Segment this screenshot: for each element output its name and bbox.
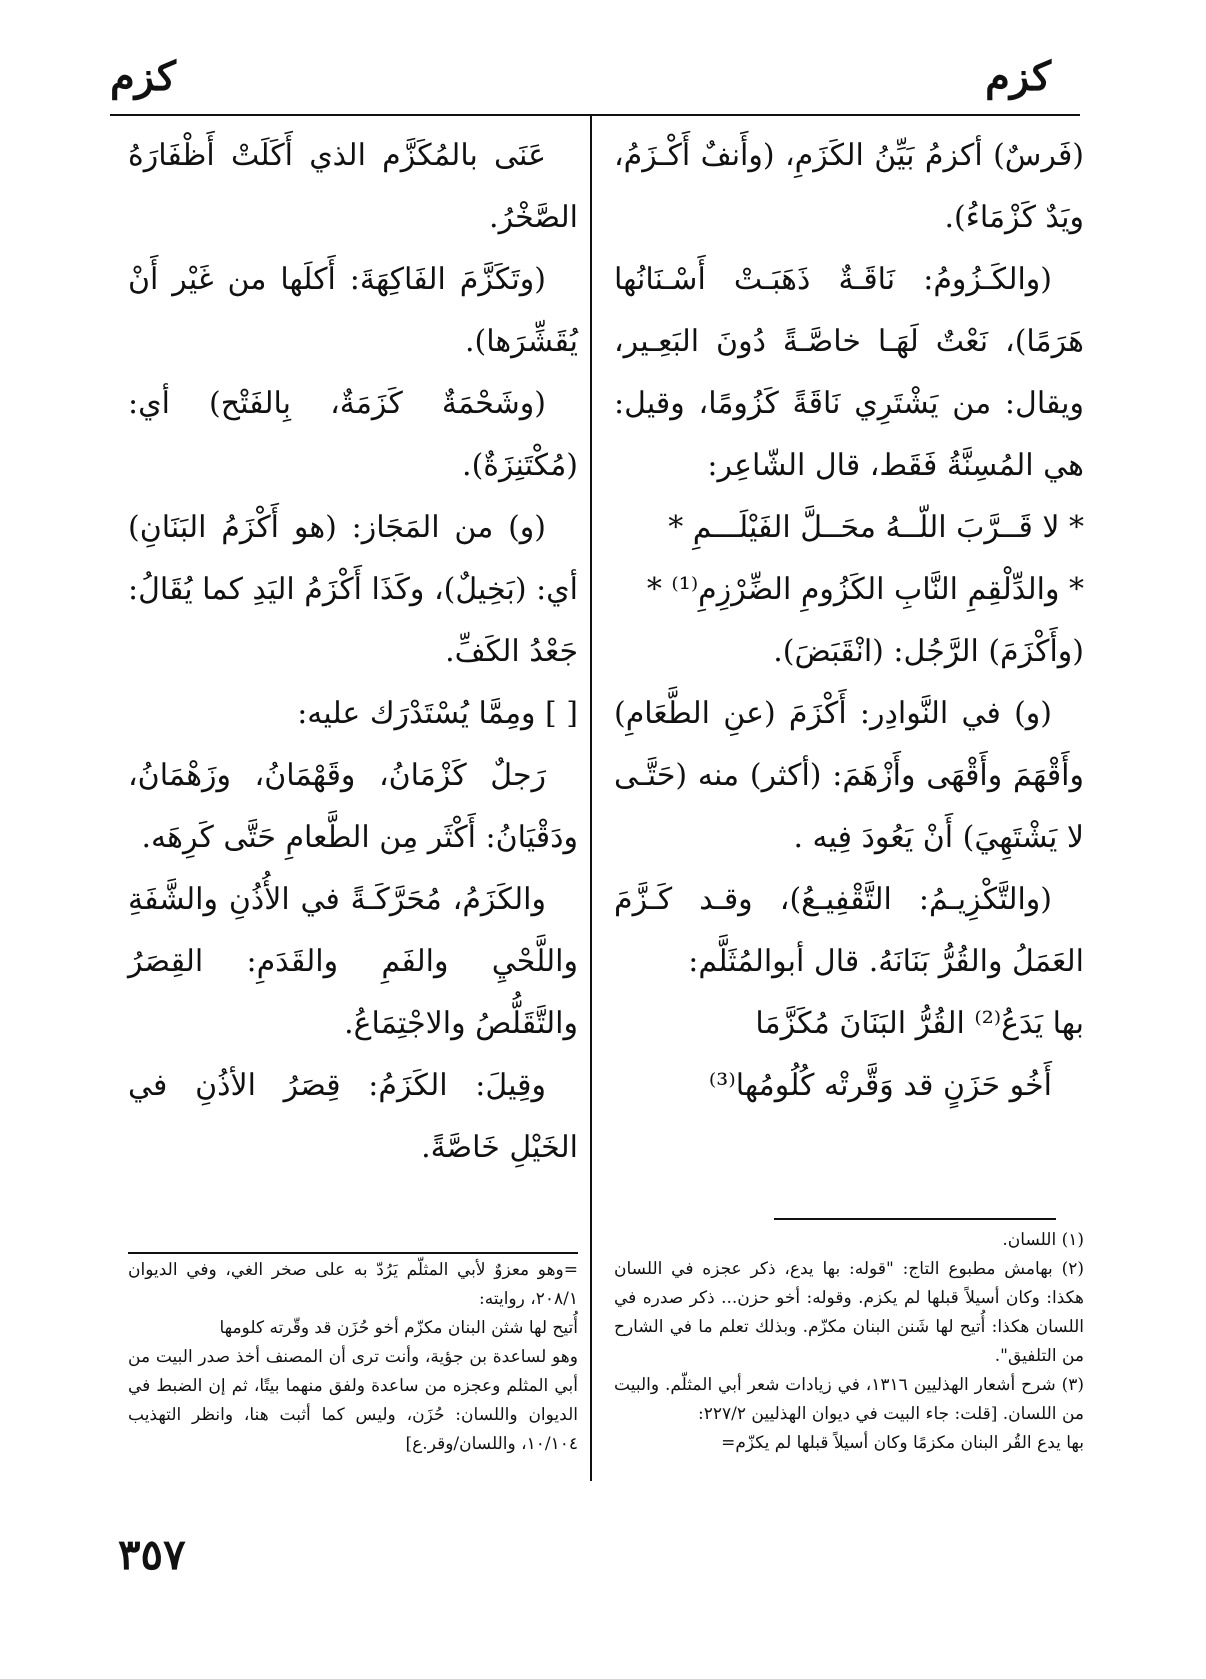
footnote-verse: بها يدع القُر البنان مكزمًا وكان أسيلاً قبلها لم يكزّم=: [721, 1433, 1084, 1453]
right-column: [614, 125, 1084, 1117]
paragraph: والكَزَمُ، مُحَرَّكَـةً في الأُذُنِ والشَّفَةِ واللَّحْيِ والفَمِ والقَدَمِ: القِصَرُ والتَّقَلُّصُ والاجْتِمَاعُ.: [128, 882, 578, 1041]
paragraph: (وتَكَزَّمَ الفَاكِهَةَ: أَكلَها من غَيْر أَنْ يُقَشِّرَها).: [128, 262, 578, 359]
paragraph: عَنَى بالمُكَزَّم الذي أَكَلَتْ أَظْفَارَهُ الصَّخْرُ.: [128, 138, 578, 235]
paragraph: (وأَكْزَمَ) الرَّجُل: (انْقَبَضَ).: [773, 634, 1084, 669]
footnote: =وهو معزوٌ لأبي المثلّم يَرُدّ به على صخر الغي، وفي الديوان ٢٠٨/١، روايته:: [128, 1260, 578, 1309]
column-divider: [590, 116, 592, 1481]
paragraph: (وشَحْمَةٌ كَزَمَةٌ، بِالفَتْح) أي: (مُكْتَنِزَةٌ).: [128, 386, 578, 483]
paragraph: (والتَّكْزِيـمُ: التَّقْفِيـعُ)، وقـد كَـزَّمَ العَمَلُ والقُرُّ بَنَانَهُ. قال أبوالمُثَلَّم:: [614, 882, 1084, 979]
paragraph: (والكَـزُومُ: نَاقَـةٌ ذَهَبَـتْ أَسْـنَانُها هَرَمًا)، نَعْتٌ لَهَـا خاصَّـةً دُونَ البَعِـير، ويقال: من يَشْتَرِي نَاقَةً كَزُومًا، وقيل: هي المُسِنَّةُ فَقَط، قال الشّاعِر:: [614, 262, 1084, 483]
verse-line: أَخُو حَزَنٍ قد وَقَّرتْه كُلُومُها⁽³⁾: [708, 1068, 1052, 1103]
paragraph: (و) من المَجَاز: (هو أَكْزَمُ البَنَانِ) أي: (بَخِيلٌ)، وكَذَا أَكْزَمُ اليَدِ كما يُقَالُ: جَعْدُ الكَفِّ.: [128, 510, 578, 669]
footnote-divider-left: [128, 1252, 578, 1254]
verse-line: * والدِّلْقِمِ النَّابِ الكَزُومِ الضِّرْزِمِ⁽¹⁾ *: [646, 572, 1084, 607]
paragraph: [ ] ومِمَّا يُسْتَدْرَك عليه:: [297, 696, 578, 731]
footnotes-right: [614, 1226, 1084, 1458]
footnote: وهو لساعدة بن جؤية، وأنت ترى أن المصنف أخذ صدر البيت من أبي المثلم وعجزه من ساعدة ولفق منهما بيتًا، ثم إن الضبط في الديوان واللسان: حُزَن، وليس كما أثبت هنا، وانظر التهذيب ١٠/١٠٤، واللسان/وقر.ع]: [128, 1347, 578, 1454]
paragraph: (فَرسٌ) أكزمُ بَيِّنُ الكَزَمِ، (وأَنفٌ أَكْـزَمُ، ويَدٌ كَزْمَاءُ).: [614, 138, 1084, 235]
header-divider: [110, 114, 1080, 116]
header-entry-word-left: كزم: [110, 53, 176, 100]
paragraph: رَجلٌ كَزْمَانُ، وقَهْمَانُ، وزَهْمَانُ، ودَقْيَانُ: أَكْثَر مِن الطَّعامِ حَتَّى كَرِهَه.: [128, 758, 578, 855]
verse-line: * لا قَــرَّبَ اللّــهُ محَــلَّ الفَيْلَـــمِ *: [668, 510, 1084, 545]
verse-line: بها يَدَعُ⁽²⁾ القُرُّ البَنَانَ مُكَزَّمَا: [755, 1006, 1084, 1041]
footnotes-left: [128, 1256, 578, 1459]
left-column: [128, 125, 578, 1179]
paragraph: وقِيلَ: الكَزَمُ: قِصَرُ الأذُنِ في الخَيْلِ خَاصَّةً.: [128, 1068, 578, 1165]
footnote: (٢) بهامش مطبوع التاج: "قوله: بها يدع، ذكر عجزه في اللسان هكذا: وكان أسيلاً قبلها لم يكزم. وقوله: أخو حزن... ذكر صدره في اللسان هكذا: أُتيح لها شَنن البنان مكزّم. وبذلك تعلم ما في الشارح من التلفيق".: [614, 1259, 1084, 1366]
page-number: ٣٥٧: [118, 1530, 186, 1579]
footnote: (٣) شرح أشعار الهذليين ١٣١٦، في زيادات شعر أبي المثلّم. والبيت من اللسان. [قلت: جاء البيت في ديوان الهذليين ٢٢٧/٢:: [614, 1375, 1084, 1424]
paragraph: (و) في النَّوادِر: أَكْزَمَ (عنِ الطَّعَامِ) وأَقْهَمَ وأَقْهَى وأَزْهَمَ: (أكثر) منه (حَتَّـى لا يَشْتَهِيَ) أَنْ يَعُودَ فِيه .: [614, 696, 1084, 855]
header-entry-word-right: كزم: [985, 53, 1051, 100]
footnote-divider-right: [774, 1218, 1056, 1220]
footnote-verse: أُتيح لها شثن البنان مكزّم أخو حُزَن قد وقّرته كلومها: [219, 1318, 578, 1338]
footnote: (١) اللسان.: [1002, 1230, 1084, 1250]
